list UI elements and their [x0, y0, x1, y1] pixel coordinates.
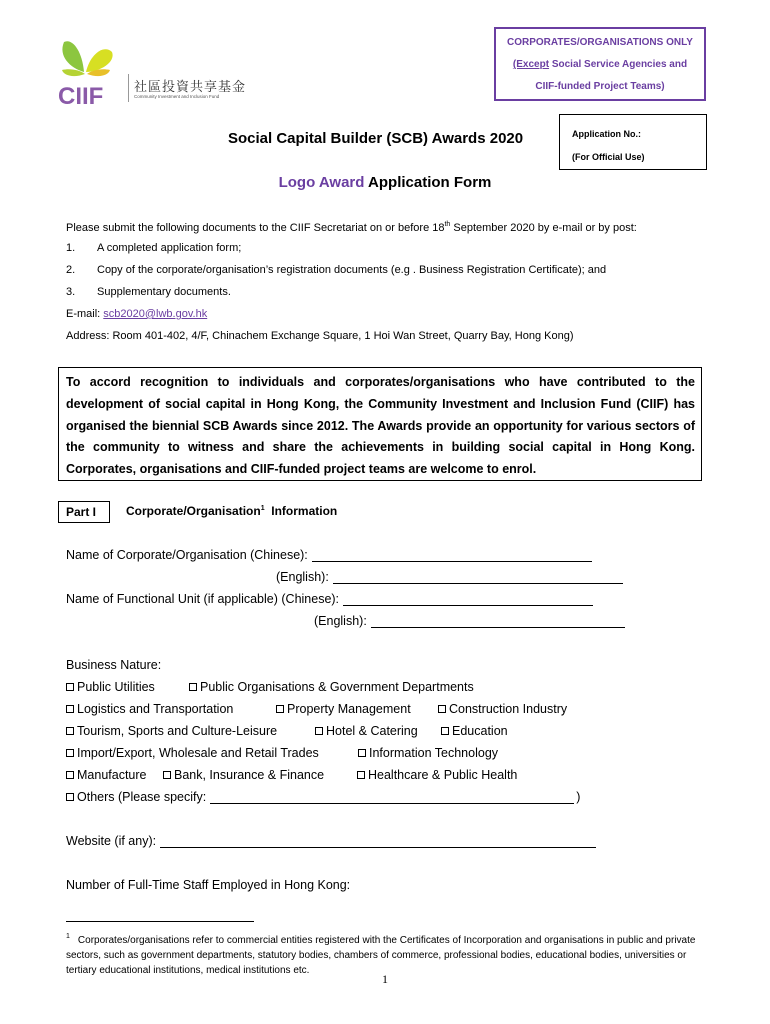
checkbox[interactable] [66, 749, 74, 757]
org-name-chinese-input[interactable] [312, 549, 592, 562]
list-item: A completed application form; [97, 242, 242, 254]
option-information-technology[interactable]: Information Technology [358, 746, 498, 760]
footnote-divider [66, 921, 254, 922]
form-subtitle: Logo Award Application Form [278, 174, 492, 191]
checkbox[interactable] [276, 705, 284, 713]
page-number: 1 [382, 972, 388, 986]
list-item-number: 2. [66, 264, 76, 276]
list-item: Copy of the corporate/organisation’s registration documents (e.g . Business Registration Certificate); and [97, 264, 607, 276]
option-logistics[interactable]: Logistics and Transportation [66, 702, 233, 716]
svg-text:CIIF: CIIF [58, 83, 104, 110]
unit-name-chinese-field: Name of Functional Unit (if applicable) (Chinese): [66, 592, 593, 606]
part-label: Part I [58, 501, 110, 523]
option-import-export[interactable]: Import/Export, Wholesale and Retail Trades [66, 746, 319, 760]
org-name-chinese-field: Name of Corporate/Organisation (Chinese): [66, 548, 592, 562]
footnote: $^1$ Corporates/organisations refer to commercial entities registered with the Certificates of Incorporation and organisations in public and private sectors, such as government departments, statutory bodies, chambers of commerce, professional bodies, educational bodies, universities or tertiary educational institutions, medical institutions etc. [66, 933, 696, 976]
checkbox[interactable] [441, 727, 449, 735]
checkbox[interactable] [438, 705, 446, 713]
option-property-management[interactable]: Property Management [276, 702, 411, 716]
checkbox[interactable] [358, 749, 366, 757]
checkbox[interactable] [66, 793, 74, 801]
list-item-number: 1. [66, 242, 76, 254]
ciif-logo [52, 34, 262, 112]
awards-notice-box: To accord recognition to individuals and corporates/organisations who have contributed to the development of social capital in Hong Kong, the Community Investment and Inclusion Fund (CIIF) has organised the biennial SCB Awards since 2012. The Awards provide an opportunity for various sectors of the community to witness and share the achievements in building social capital in Hong Kong. Corporates, organisations and CIIF-funded project teams are welcome to enrol. [58, 367, 702, 481]
unit-name-chinese-input[interactable] [343, 593, 593, 606]
others-specify-input[interactable] [210, 791, 574, 804]
option-construction[interactable]: Construction Industry [438, 702, 567, 716]
org-name-english-input[interactable] [333, 571, 623, 584]
list-item-number: 3. [66, 286, 76, 298]
email-link[interactable]: scb2020@lwb.gov.hk [103, 308, 208, 320]
application-number-box[interactable] [559, 114, 707, 170]
postal-address: Address: Room 401-402, 4/F, Chinachem Exchange Square, 1 Hoi Wan Street, Quarry Bay, Hong Kong) [66, 330, 574, 342]
form-title: Social Capital Builder (SCB) Awards 2020 [228, 130, 524, 147]
checkbox[interactable] [66, 727, 74, 735]
business-nature-label: Business Nature: [66, 658, 162, 672]
option-public-utilities[interactable]: Public Utilities [66, 680, 155, 694]
eligibility-line-2: (Except Social Service Agencies and [512, 59, 688, 70]
website-field: Website (if any): [66, 834, 596, 848]
application-number-label: Application No.: [572, 129, 641, 139]
checkbox[interactable] [66, 705, 74, 713]
email-line: E-mail: scb2020@lwb.gov.hk [66, 308, 208, 320]
part-title: Corporate/Organisation$^1$ Information [126, 504, 338, 518]
website-input[interactable] [160, 835, 596, 848]
org-name-english-field: (English): [276, 570, 623, 584]
official-use-note: (For Official Use) [572, 152, 645, 162]
unit-name-english-field: (English): [314, 614, 625, 628]
checkbox[interactable] [66, 683, 74, 691]
checkbox[interactable] [357, 771, 365, 779]
staff-count-label: Number of Full-Time Staff Employed in Hong Kong: [66, 878, 351, 892]
option-healthcare[interactable]: Healthcare & Public Health [357, 768, 517, 782]
checkbox[interactable] [189, 683, 197, 691]
eligibility-box [494, 27, 706, 101]
logo-chinese-name: 社區投資共享基金 [134, 79, 247, 94]
checkbox[interactable] [66, 771, 74, 779]
list-item: Supplementary documents. [97, 286, 231, 298]
logo-english-name: Community Investment and Inclusion Fund [134, 94, 220, 99]
option-bank-insurance-finance[interactable]: Bank, Insurance & Finance [163, 768, 324, 782]
option-manufacture[interactable]: Manufacture [66, 768, 146, 782]
option-others[interactable]: Others (Please specify: ) [66, 790, 580, 804]
checkbox[interactable] [163, 771, 171, 779]
option-tourism[interactable]: Tourism, Sports and Culture-Leisure [66, 724, 277, 738]
butterfly-icon [52, 34, 132, 112]
logo-divider [128, 74, 129, 102]
option-education[interactable]: Education [441, 724, 508, 738]
unit-name-english-input[interactable] [371, 615, 625, 628]
option-public-organisations[interactable]: Public Organisations & Government Departments [189, 680, 474, 694]
submission-intro: Please submit the following documents to the CIIF Secretariat on or before 18th September 2020 by e-mail or by post: [66, 221, 637, 234]
checkbox[interactable] [315, 727, 323, 735]
option-hotel-catering[interactable]: Hotel & Catering [315, 724, 418, 738]
eligibility-line-1: CORPORATES/ORGANISATIONS ONLY [507, 37, 693, 48]
eligibility-line-3: CIIF-funded Project Teams) [535, 81, 665, 92]
